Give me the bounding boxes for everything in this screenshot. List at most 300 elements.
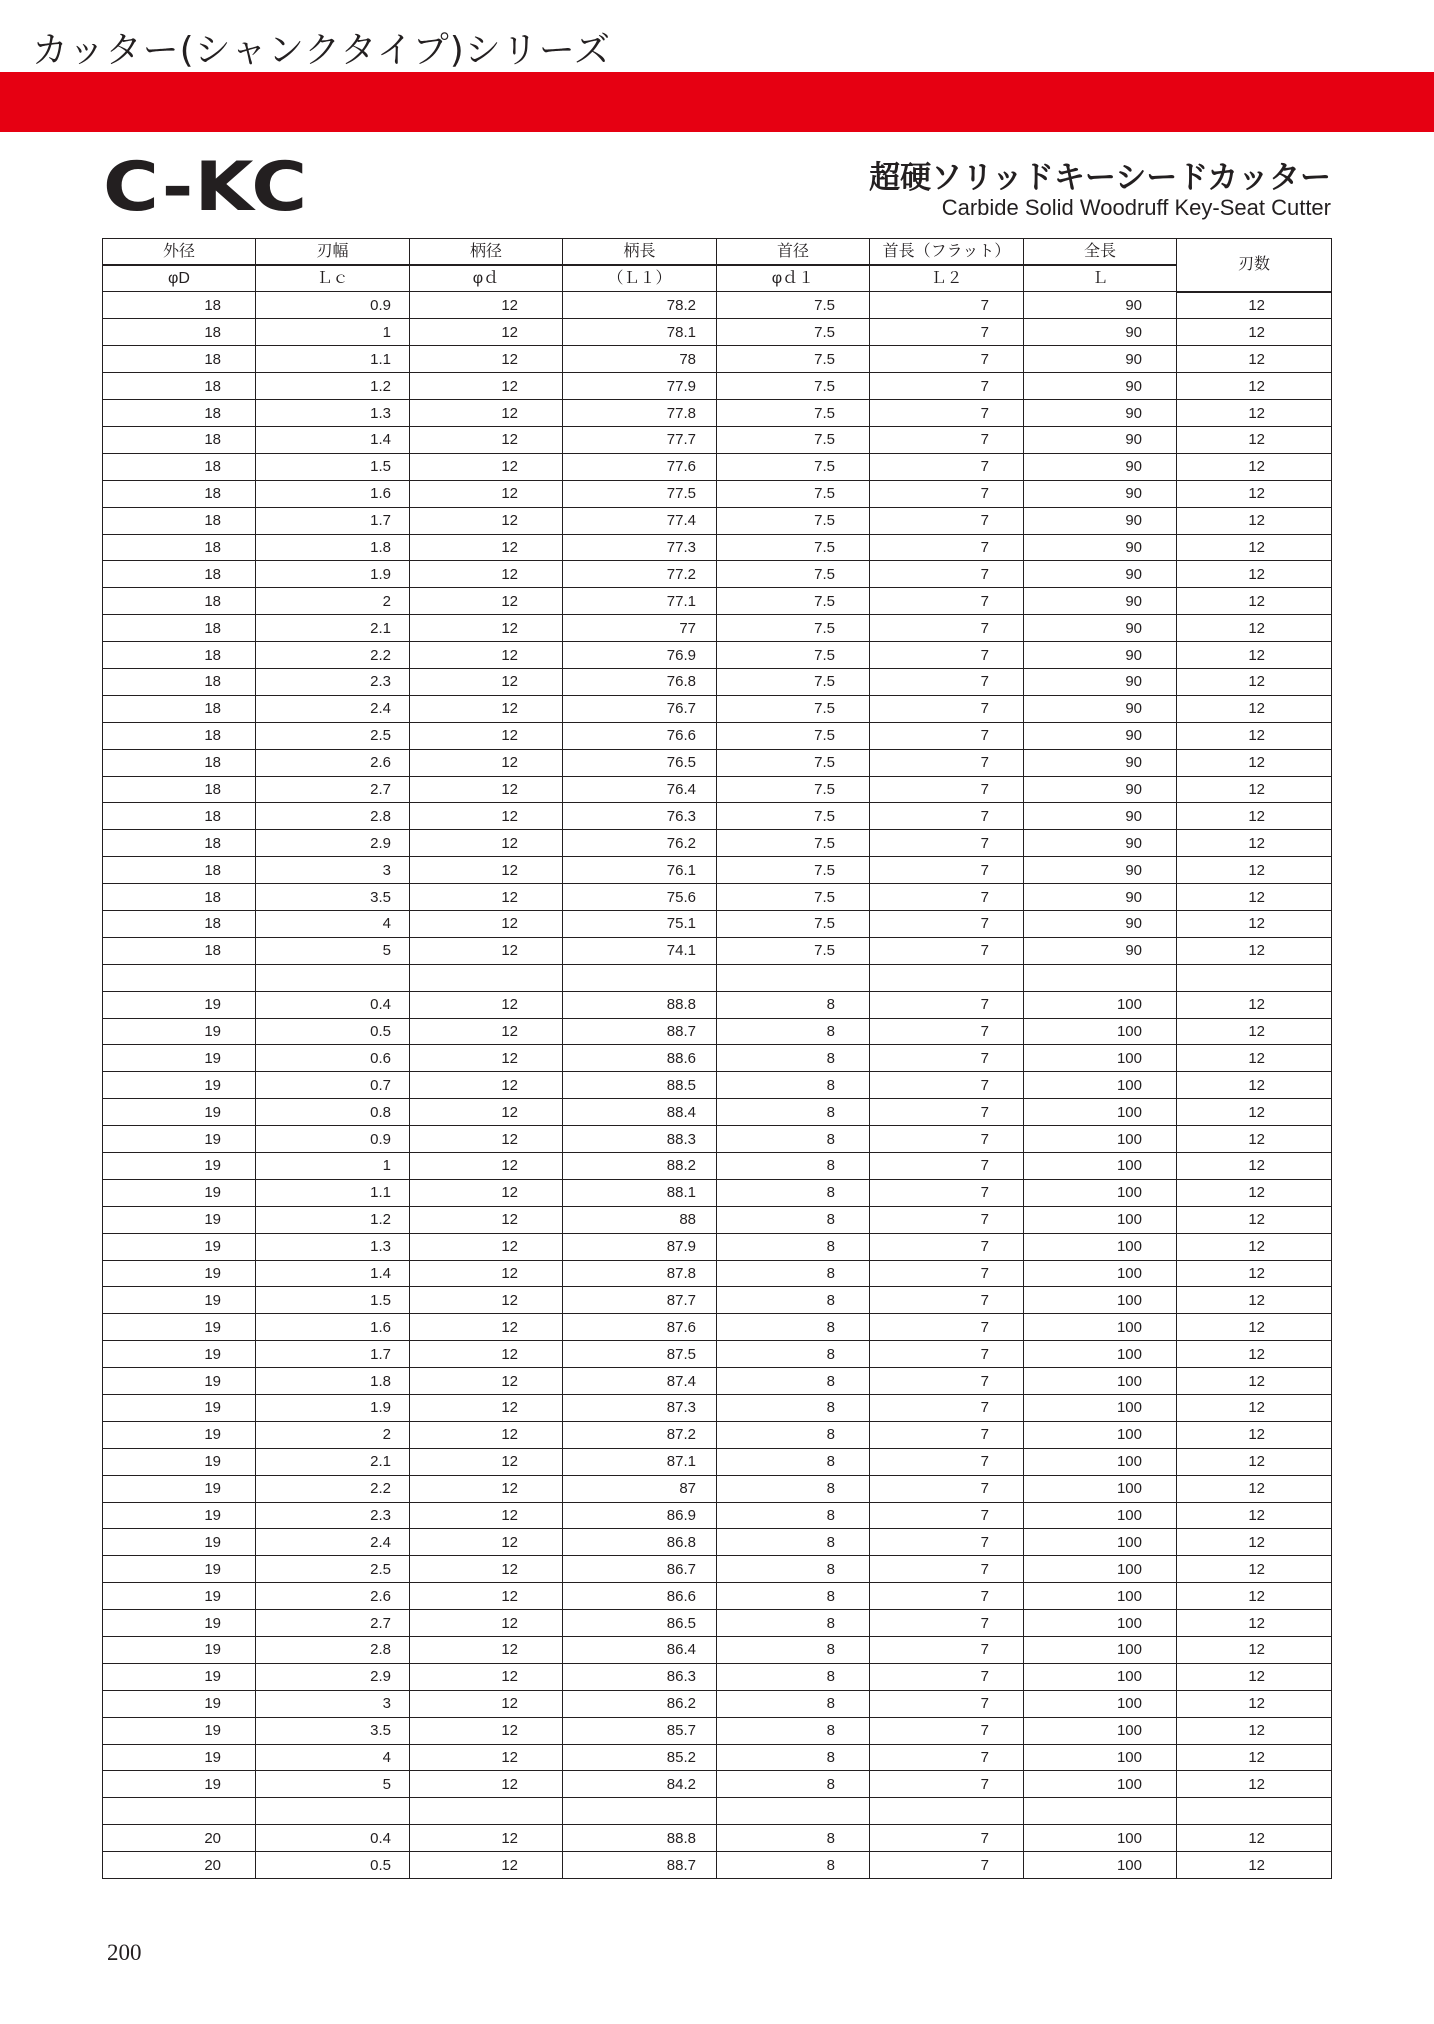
cell-flutes: 12 <box>1177 991 1332 1018</box>
cell-shank-length: 87.8 <box>563 1260 717 1287</box>
cell-outer-diameter: 19 <box>103 1395 256 1422</box>
cell-neck-length: 7 <box>870 292 1024 319</box>
cell-blade-width <box>256 1798 410 1825</box>
cell-blade-width: 1.8 <box>256 1368 410 1395</box>
table-row <box>103 1610 1332 1637</box>
cell-neck-length: 7 <box>870 373 1024 400</box>
cell-shank-length: 76.4 <box>563 776 717 803</box>
cell-overall-length: 100 <box>1024 1852 1177 1879</box>
cell-shank-diameter: 12 <box>410 1637 563 1664</box>
cell-outer-diameter: 19 <box>103 1287 256 1314</box>
table-row <box>103 1018 1332 1045</box>
cell-shank-length: 76.6 <box>563 722 717 749</box>
cell-flutes: 12 <box>1177 1502 1332 1529</box>
cell-overall-length: 100 <box>1024 1314 1177 1341</box>
cell-outer-diameter: 19 <box>103 1421 256 1448</box>
cell-shank-length: 77.6 <box>563 453 717 480</box>
cell-overall-length: 90 <box>1024 400 1177 427</box>
cell-shank-diameter: 12 <box>410 1502 563 1529</box>
cell-neck-diameter: 8 <box>717 1717 870 1744</box>
cell-overall-length: 100 <box>1024 991 1177 1018</box>
cell-shank-diameter: 12 <box>410 1179 563 1206</box>
cell-shank-length: 74.1 <box>563 937 717 964</box>
cell-overall-length: 100 <box>1024 1448 1177 1475</box>
cell-outer-diameter: 18 <box>103 857 256 884</box>
cell-outer-diameter: 19 <box>103 1126 256 1153</box>
spec-table-header <box>103 239 1332 292</box>
cell-flutes: 12 <box>1177 1341 1332 1368</box>
cell-neck-length: 7 <box>870 1179 1024 1206</box>
table-row <box>103 1637 1332 1664</box>
cell-flutes: 12 <box>1177 1368 1332 1395</box>
cell-blade-width: 2 <box>256 588 410 615</box>
product-code: C-KC <box>103 148 309 227</box>
cell-overall-length: 90 <box>1024 534 1177 561</box>
cell-shank-diameter: 12 <box>410 1583 563 1610</box>
cell-flutes: 12 <box>1177 1395 1332 1422</box>
cell-neck-diameter: 7.5 <box>717 803 870 830</box>
cell-blade-width: 3.5 <box>256 884 410 911</box>
cell-shank-length: 86.3 <box>563 1663 717 1690</box>
cell-overall-length: 100 <box>1024 1072 1177 1099</box>
cell-shank-length <box>563 1798 717 1825</box>
cell-neck-diameter: 8 <box>717 1583 870 1610</box>
cell-shank-diameter: 12 <box>410 910 563 937</box>
cell-overall-length: 100 <box>1024 1610 1177 1637</box>
cell-neck-length: 7 <box>870 1341 1024 1368</box>
cell-neck-diameter: 8 <box>717 1045 870 1072</box>
cell-shank-diameter: 12 <box>410 1314 563 1341</box>
cell-outer-diameter: 18 <box>103 668 256 695</box>
cell-blade-width: 2.7 <box>256 776 410 803</box>
cell-neck-length: 7 <box>870 1529 1024 1556</box>
cell-neck-diameter: 8 <box>717 1502 870 1529</box>
cell-blade-width: 1.9 <box>256 561 410 588</box>
cell-flutes <box>1177 964 1332 991</box>
cell-shank-length: 88.2 <box>563 1153 717 1180</box>
cell-shank-length: 87 <box>563 1475 717 1502</box>
cell-blade-width: 0.5 <box>256 1852 410 1879</box>
cell-shank-length: 86.9 <box>563 1502 717 1529</box>
cell-shank-length: 87.3 <box>563 1395 717 1422</box>
cell-shank-length: 88.8 <box>563 991 717 1018</box>
cell-neck-length: 7 <box>870 1233 1024 1260</box>
cell-shank-diameter: 12 <box>410 1475 563 1502</box>
table-row <box>103 1287 1332 1314</box>
cell-neck-diameter: 8 <box>717 1153 870 1180</box>
cell-shank-diameter: 12 <box>410 346 563 373</box>
cell-neck-diameter: 8 <box>717 1852 870 1879</box>
cell-neck-diameter: 7.5 <box>717 830 870 857</box>
cell-shank-diameter: 12 <box>410 561 563 588</box>
cell-shank-length: 77.5 <box>563 480 717 507</box>
cell-neck-diameter: 8 <box>717 1072 870 1099</box>
cell-blade-width: 2.6 <box>256 749 410 776</box>
cell-outer-diameter: 18 <box>103 910 256 937</box>
cell-shank-length: 78.2 <box>563 292 717 319</box>
cell-shank-diameter: 12 <box>410 534 563 561</box>
cell-blade-width: 0.6 <box>256 1045 410 1072</box>
cell-shank-diameter: 12 <box>410 1663 563 1690</box>
table-row <box>103 1475 1332 1502</box>
cell-shank-length: 86.4 <box>563 1637 717 1664</box>
cell-outer-diameter: 18 <box>103 937 256 964</box>
cell-outer-diameter: 20 <box>103 1825 256 1852</box>
cell-shank-diameter: 12 <box>410 400 563 427</box>
spec-table <box>102 238 1332 1879</box>
cell-neck-length: 7 <box>870 1717 1024 1744</box>
table-row <box>103 1744 1332 1771</box>
cell-neck-length: 7 <box>870 1825 1024 1852</box>
header-neck-diameter: 首径 <box>717 239 870 266</box>
cell-overall-length: 100 <box>1024 1260 1177 1287</box>
cell-flutes: 12 <box>1177 1717 1332 1744</box>
cell-flutes: 12 <box>1177 1529 1332 1556</box>
cell-neck-length: 7 <box>870 534 1024 561</box>
cell-shank-length: 78 <box>563 346 717 373</box>
table-row <box>103 910 1332 937</box>
cell-outer-diameter: 19 <box>103 1717 256 1744</box>
table-row <box>103 534 1332 561</box>
cell-shank-length: 76.1 <box>563 857 717 884</box>
cell-neck-length: 7 <box>870 1610 1024 1637</box>
cell-neck-length: 7 <box>870 695 1024 722</box>
cell-outer-diameter: 19 <box>103 1072 256 1099</box>
cell-blade-width: 2.8 <box>256 803 410 830</box>
cell-flutes: 12 <box>1177 1287 1332 1314</box>
cell-outer-diameter: 19 <box>103 991 256 1018</box>
cell-neck-length: 7 <box>870 1502 1024 1529</box>
cell-blade-width: 0.4 <box>256 1825 410 1852</box>
cell-blade-width: 0.9 <box>256 1126 410 1153</box>
cell-shank-diameter: 12 <box>410 668 563 695</box>
cell-blade-width: 1 <box>256 1153 410 1180</box>
table-row <box>103 1341 1332 1368</box>
cell-shank-length: 88.1 <box>563 1179 717 1206</box>
cell-outer-diameter: 19 <box>103 1448 256 1475</box>
table-row <box>103 507 1332 534</box>
cell-blade-width: 1.1 <box>256 1179 410 1206</box>
header-shank-diameter: 柄径 <box>410 239 563 266</box>
cell-shank-diameter: 12 <box>410 1395 563 1422</box>
cell-shank-diameter: 12 <box>410 857 563 884</box>
cell-overall-length: 100 <box>1024 1556 1177 1583</box>
cell-neck-diameter: 8 <box>717 1556 870 1583</box>
cell-blade-width: 5 <box>256 1771 410 1798</box>
cell-outer-diameter: 18 <box>103 453 256 480</box>
cell-overall-length: 100 <box>1024 1395 1177 1422</box>
cell-neck-diameter: 7.5 <box>717 400 870 427</box>
cell-overall-length: 90 <box>1024 722 1177 749</box>
table-row <box>103 695 1332 722</box>
header-outer-diameter: 外径 <box>103 239 256 266</box>
cell-neck-length: 7 <box>870 1368 1024 1395</box>
cell-blade-width: 1.2 <box>256 1206 410 1233</box>
spec-table-body <box>103 292 1332 1879</box>
cell-shank-length: 85.2 <box>563 1744 717 1771</box>
cell-neck-diameter: 7.5 <box>717 642 870 669</box>
cell-overall-length: 100 <box>1024 1583 1177 1610</box>
cell-neck-length: 7 <box>870 991 1024 1018</box>
cell-neck-length: 7 <box>870 453 1024 480</box>
cell-outer-diameter: 19 <box>103 1637 256 1664</box>
cell-neck-length: 7 <box>870 749 1024 776</box>
cell-shank-diameter: 12 <box>410 1206 563 1233</box>
cell-flutes: 12 <box>1177 1314 1332 1341</box>
cell-shank-diameter: 12 <box>410 1287 563 1314</box>
cell-shank-diameter: 12 <box>410 373 563 400</box>
cell-neck-diameter: 7.5 <box>717 615 870 642</box>
cell-shank-diameter: 12 <box>410 480 563 507</box>
cell-shank-length: 76.8 <box>563 668 717 695</box>
header-symbol-d: φD <box>103 265 256 292</box>
cell-neck-diameter: 7.5 <box>717 346 870 373</box>
table-row <box>103 400 1332 427</box>
cell-shank-diameter: 12 <box>410 1448 563 1475</box>
cell-neck-length: 7 <box>870 426 1024 453</box>
table-row <box>103 373 1332 400</box>
cell-shank-length: 88.5 <box>563 1072 717 1099</box>
cell-flutes: 12 <box>1177 1099 1332 1126</box>
cell-neck-length: 7 <box>870 1099 1024 1126</box>
cell-overall-length: 100 <box>1024 1153 1177 1180</box>
cell-neck-diameter: 8 <box>717 1260 870 1287</box>
cell-outer-diameter: 18 <box>103 722 256 749</box>
cell-blade-width: 4 <box>256 910 410 937</box>
cell-neck-length: 7 <box>870 1206 1024 1233</box>
cell-overall-length: 90 <box>1024 373 1177 400</box>
header-flutes: 刃数 <box>1177 239 1332 292</box>
cell-shank-diameter: 12 <box>410 695 563 722</box>
cell-outer-diameter: 19 <box>103 1475 256 1502</box>
cell-flutes: 12 <box>1177 1771 1332 1798</box>
cell-flutes: 12 <box>1177 1825 1332 1852</box>
cell-neck-length: 7 <box>870 319 1024 346</box>
cell-overall-length <box>1024 964 1177 991</box>
cell-flutes: 12 <box>1177 1556 1332 1583</box>
cell-flutes: 12 <box>1177 1045 1332 1072</box>
product-name-jp: 超硬ソリッドキーシードカッター <box>869 160 1331 196</box>
cell-blade-width: 1.5 <box>256 453 410 480</box>
cell-blade-width: 2.3 <box>256 1502 410 1529</box>
cell-neck-length: 7 <box>870 910 1024 937</box>
cell-blade-width: 5 <box>256 937 410 964</box>
cell-neck-length: 7 <box>870 1045 1024 1072</box>
cell-neck-length: 7 <box>870 1260 1024 1287</box>
cell-blade-width: 3 <box>256 857 410 884</box>
cell-shank-length: 86.6 <box>563 1583 717 1610</box>
cell-neck-length: 7 <box>870 1556 1024 1583</box>
cell-shank-diameter: 12 <box>410 1099 563 1126</box>
cell-shank-length: 87.1 <box>563 1448 717 1475</box>
cell-neck-diameter: 8 <box>717 1287 870 1314</box>
cell-overall-length: 90 <box>1024 803 1177 830</box>
cell-neck-length: 7 <box>870 1690 1024 1717</box>
cell-outer-diameter: 18 <box>103 292 256 319</box>
cell-shank-diameter: 12 <box>410 1529 563 1556</box>
cell-shank-diameter: 12 <box>410 937 563 964</box>
cell-outer-diameter: 19 <box>103 1260 256 1287</box>
table-row <box>103 803 1332 830</box>
cell-blade-width: 2.2 <box>256 1475 410 1502</box>
cell-flutes: 12 <box>1177 507 1332 534</box>
cell-shank-diameter: 12 <box>410 453 563 480</box>
cell-shank-length: 76.5 <box>563 749 717 776</box>
table-row <box>103 642 1332 669</box>
cell-outer-diameter: 19 <box>103 1206 256 1233</box>
cell-flutes: 12 <box>1177 1637 1332 1664</box>
header-symbol-shank-d: φｄ <box>410 265 563 292</box>
cell-overall-length: 100 <box>1024 1368 1177 1395</box>
cell-shank-diameter: 12 <box>410 776 563 803</box>
cell-neck-diameter: 7.5 <box>717 507 870 534</box>
cell-outer-diameter: 18 <box>103 534 256 561</box>
cell-blade-width: 2.6 <box>256 1583 410 1610</box>
cell-outer-diameter <box>103 1798 256 1825</box>
table-row <box>103 1045 1332 1072</box>
cell-blade-width: 2 <box>256 1421 410 1448</box>
cell-overall-length: 100 <box>1024 1045 1177 1072</box>
cell-neck-diameter: 8 <box>717 1314 870 1341</box>
cell-neck-length: 7 <box>870 400 1024 427</box>
cell-outer-diameter: 19 <box>103 1771 256 1798</box>
cell-blade-width: 2.1 <box>256 615 410 642</box>
cell-blade-width: 1.1 <box>256 346 410 373</box>
header-band <box>0 72 1434 132</box>
cell-flutes: 12 <box>1177 534 1332 561</box>
table-row <box>103 1663 1332 1690</box>
cell-shank-length: 77.3 <box>563 534 717 561</box>
cell-blade-width: 0.9 <box>256 292 410 319</box>
cell-neck-length: 7 <box>870 1126 1024 1153</box>
cell-shank-diameter: 12 <box>410 642 563 669</box>
cell-overall-length: 100 <box>1024 1825 1177 1852</box>
cell-flutes: 12 <box>1177 1610 1332 1637</box>
cell-flutes: 12 <box>1177 426 1332 453</box>
cell-overall-length: 100 <box>1024 1637 1177 1664</box>
cell-shank-diameter: 12 <box>410 507 563 534</box>
cell-neck-diameter: 8 <box>717 1690 870 1717</box>
cell-shank-diameter: 12 <box>410 1018 563 1045</box>
cell-neck-diameter: 7.5 <box>717 292 870 319</box>
cell-flutes: 12 <box>1177 373 1332 400</box>
cell-neck-diameter: 7.5 <box>717 776 870 803</box>
cell-overall-length: 90 <box>1024 426 1177 453</box>
cell-flutes: 12 <box>1177 319 1332 346</box>
cell-neck-length: 7 <box>870 1448 1024 1475</box>
cell-neck-length: 7 <box>870 1771 1024 1798</box>
cell-neck-diameter: 8 <box>717 1744 870 1771</box>
header-blade-width: 刃幅 <box>256 239 410 266</box>
cell-neck-length: 7 <box>870 615 1024 642</box>
cell-shank-diameter: 12 <box>410 1368 563 1395</box>
cell-blade-width: 0.5 <box>256 1018 410 1045</box>
cell-neck-diameter: 8 <box>717 1637 870 1664</box>
cell-outer-diameter: 18 <box>103 830 256 857</box>
header-overall-length: 全長 <box>1024 239 1177 266</box>
cell-flutes: 12 <box>1177 1690 1332 1717</box>
cell-overall-length: 90 <box>1024 749 1177 776</box>
table-row <box>103 1825 1332 1852</box>
cell-blade-width: 2.4 <box>256 695 410 722</box>
cell-overall-length: 90 <box>1024 937 1177 964</box>
cell-outer-diameter: 19 <box>103 1368 256 1395</box>
cell-neck-diameter: 8 <box>717 1233 870 1260</box>
cell-outer-diameter: 19 <box>103 1341 256 1368</box>
cell-outer-diameter: 20 <box>103 1852 256 1879</box>
cell-shank-length: 88 <box>563 1206 717 1233</box>
table-row <box>103 1179 1332 1206</box>
table-row <box>103 588 1332 615</box>
cell-neck-length: 7 <box>870 1663 1024 1690</box>
cell-blade-width: 3.5 <box>256 1717 410 1744</box>
cell-shank-length: 88.3 <box>563 1126 717 1153</box>
cell-flutes: 12 <box>1177 749 1332 776</box>
cell-shank-diameter: 12 <box>410 588 563 615</box>
cell-outer-diameter: 18 <box>103 400 256 427</box>
cell-overall-length: 90 <box>1024 561 1177 588</box>
cell-neck-diameter: 8 <box>717 1529 870 1556</box>
table-row <box>103 480 1332 507</box>
cell-neck-diameter: 8 <box>717 1206 870 1233</box>
cell-shank-length: 86.2 <box>563 1690 717 1717</box>
cell-outer-diameter: 18 <box>103 480 256 507</box>
cell-shank-length: 88.7 <box>563 1018 717 1045</box>
cell-shank-length: 87.9 <box>563 1233 717 1260</box>
cell-neck-length: 7 <box>870 1421 1024 1448</box>
cell-blade-width: 1.3 <box>256 400 410 427</box>
cell-blade-width: 1.8 <box>256 534 410 561</box>
cell-overall-length: 100 <box>1024 1179 1177 1206</box>
cell-outer-diameter: 18 <box>103 588 256 615</box>
table-row <box>103 426 1332 453</box>
cell-shank-diameter: 12 <box>410 830 563 857</box>
table-row <box>103 1529 1332 1556</box>
cell-overall-length: 90 <box>1024 910 1177 937</box>
table-row <box>103 668 1332 695</box>
cell-shank-length: 85.7 <box>563 1717 717 1744</box>
cell-flutes: 12 <box>1177 642 1332 669</box>
header-symbol-l1: （Ｌ１） <box>563 265 717 292</box>
cell-neck-length: 7 <box>870 776 1024 803</box>
table-row <box>103 1233 1332 1260</box>
cell-shank-diameter: 12 <box>410 1233 563 1260</box>
cell-shank-length: 86.7 <box>563 1556 717 1583</box>
series-title: カッター(シャンクタイプ)シリーズ <box>32 30 611 71</box>
cell-blade-width: 2.8 <box>256 1637 410 1664</box>
cell-blade-width: 0.7 <box>256 1072 410 1099</box>
cell-shank-diameter: 12 <box>410 803 563 830</box>
table-row <box>103 964 1332 991</box>
cell-neck-diameter: 7.5 <box>717 319 870 346</box>
cell-outer-diameter <box>103 964 256 991</box>
cell-shank-length: 75.1 <box>563 910 717 937</box>
cell-shank-diameter: 12 <box>410 1421 563 1448</box>
cell-overall-length <box>1024 1798 1177 1825</box>
cell-blade-width: 2.9 <box>256 830 410 857</box>
cell-blade-width: 1.3 <box>256 1233 410 1260</box>
cell-neck-diameter: 8 <box>717 991 870 1018</box>
cell-neck-length: 7 <box>870 561 1024 588</box>
cell-flutes: 12 <box>1177 910 1332 937</box>
cell-overall-length: 100 <box>1024 1206 1177 1233</box>
table-row <box>103 1206 1332 1233</box>
cell-overall-length: 90 <box>1024 453 1177 480</box>
cell-shank-length: 75.6 <box>563 884 717 911</box>
table-row <box>103 722 1332 749</box>
cell-outer-diameter: 18 <box>103 642 256 669</box>
cell-shank-diameter: 12 <box>410 991 563 1018</box>
